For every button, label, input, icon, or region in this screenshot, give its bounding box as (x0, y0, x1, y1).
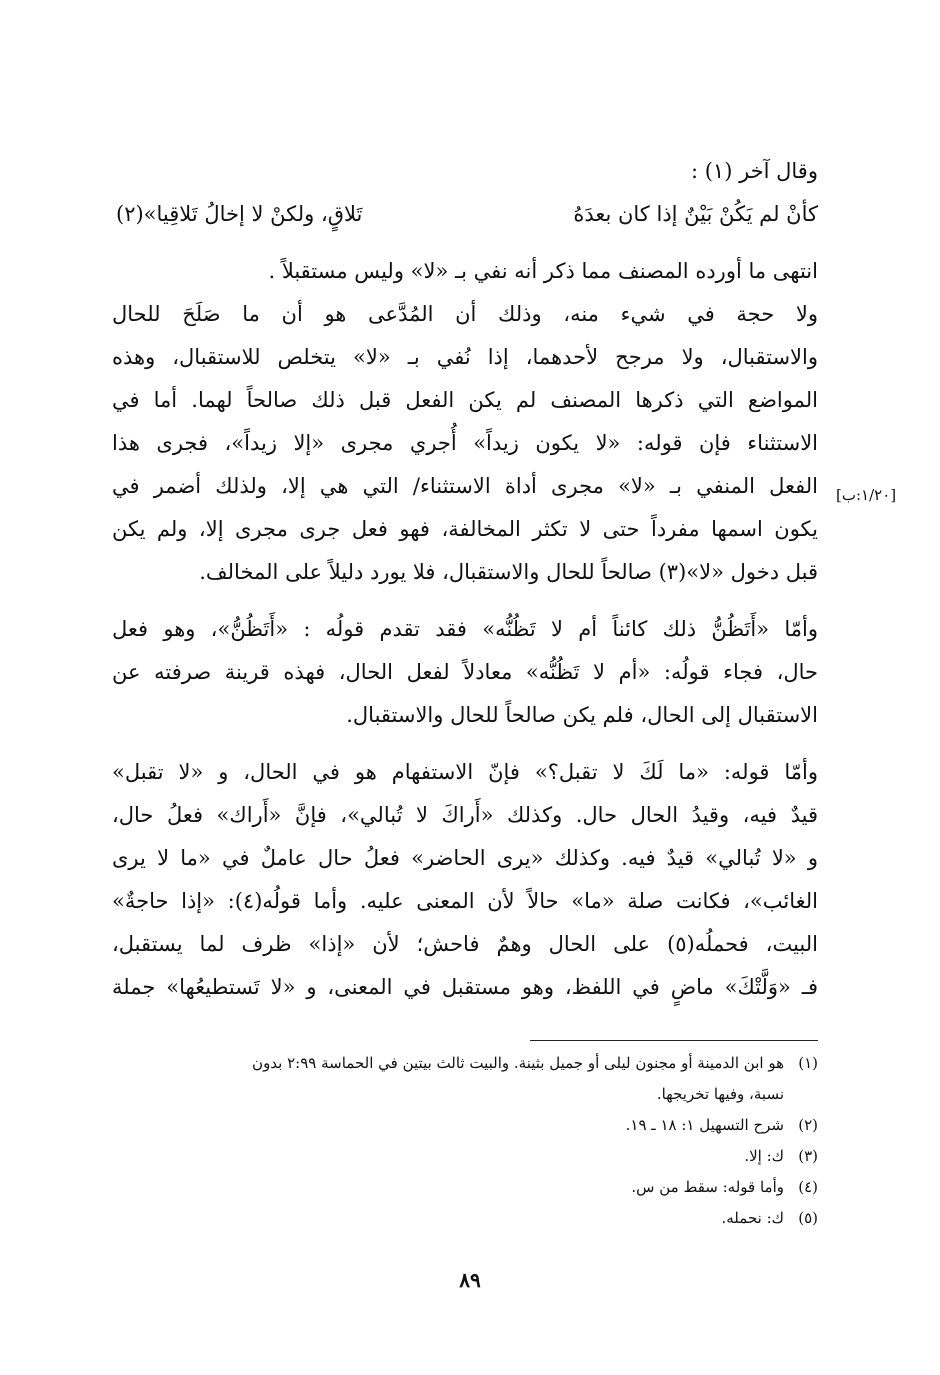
text-line: فـ «وَلَّتْكَ» ماضٍ في اللفظ، وهو مستقبل في المعنى، و «لا تَستطيعُها» جملة (112, 975, 818, 999)
paragraph-3 (112, 608, 818, 737)
footnote-text: شرح التسهيل ١: ١٨ ـ ١٩. (625, 1116, 784, 1134)
footnote-number: (٤) (798, 1178, 818, 1196)
text-line: والاستقبال، ولا مرجح لأحدهما، إذا نُفي بـ «لا» يتخلص للاستقبال، وهذه (112, 345, 818, 369)
paragraph-4 (112, 751, 818, 1009)
text-line: وأمّا قوله: «ما لَكَ لا تقبل؟» فإنّ الاستفهام هو في الحال، و «لا تقبل» (112, 760, 818, 784)
footnote-5 (112, 1203, 818, 1234)
footnote-1 (112, 1048, 818, 1079)
text-line: يكون اسمها مفرداً حتى لا تكثر المخالفة، فهو فعل جرى مجرى إلا، ولم يكن (112, 517, 818, 541)
text-line: البيت، فحملُه(٥) على الحال وهمٌ فاحش؛ لأن «إذا» ظرف لما يستقبل، (112, 932, 818, 956)
footnote-text: ك: نحمله. (721, 1209, 784, 1227)
footnote-2 (112, 1110, 818, 1141)
footnote-1-continuation: نسبة، وفيها تخريجها. (656, 1085, 784, 1103)
footnote-number: (٥) (798, 1209, 818, 1227)
footnote-number: (١) (798, 1054, 818, 1072)
main-text (112, 150, 818, 1009)
text-line: حال، فجاء قولُه: «أم لا تَظُنُّه» معادلاً لفعل الحال، فهذه قرينة صرفته عن (112, 660, 818, 684)
footnote-text: ك: إلا. (744, 1147, 784, 1165)
text-line: انتهى ما أورده المصنف مما ذكر أنه نفي بـ «لا» وليس مستقبلاً . (268, 259, 818, 283)
text-line: المواضع التي ذكرها المصنف لم يكن الفعل قبل ذلك صالحاً لهما. أما في (112, 388, 818, 412)
text-line: قبل دخول «لا»(٣) صالحاً للحال والاستقبال، فلا يورد دليلاً على المخالف. (199, 560, 818, 584)
footnote-number: (٣) (798, 1147, 818, 1165)
text-line: ولا حجة في شيء منه، وذلك أن المُدَّعى هو أن ما صَلَحَ للحال (112, 302, 818, 326)
text-line: وأمّا «أَتَظُنُّ ذلك كائناً أم لا تَظُنُّه» فقد تقدم قولُه : «أَتَظُنُّ»، وهو فعل (112, 617, 818, 641)
poem-hemistich-2: تَلاقٍ، ولكنْ لا إخالُ تَلاقِيا»(٢) (116, 202, 363, 226)
footnote-4 (112, 1172, 818, 1203)
footnote-text: هو ابن الدمينة أو مجنون ليلى أو جميل بثينة. والبيت ثالث بيتين في الحماسة ٢:٩٩ بدون (252, 1054, 784, 1072)
footnotes (112, 1048, 818, 1234)
footnote-number: (٢) (798, 1116, 818, 1134)
text-line: قيدٌ فيه، وقيدُ الحال حال. وكذلك «أَراكَ لا تُبالي»، فإنَّ «أَراك» فعلُ حال، (112, 803, 818, 827)
footnote-text: وأما قوله: سقط من س. (631, 1178, 784, 1196)
text-line: و «لا تُبالي» قيدٌ فيه. وكذلك «يرى الحاضر» فعلُ حال عاملٌ في «ما لا يرى (112, 846, 818, 870)
manuscript-folio-marker: [١/٢٠:ب] (836, 486, 897, 504)
text-line: الاستثناء فإن قوله: «لا يكون زيداً» أُجري مجرى «إلا زيداً»، فجرى هذا (112, 431, 818, 455)
footnote-3 (112, 1141, 818, 1172)
poem-verse (112, 193, 818, 236)
text-line: الاستقبال إلى الحال، فلم يكن صالحاً للحال والاستقبال. (346, 703, 818, 727)
footnote-divider (530, 1040, 818, 1041)
paragraph-2 (112, 293, 818, 594)
page-number: ٨٩ (459, 1268, 481, 1292)
poem-hemistich-1: كأنْ لم يَكُنْ بَيْنٌ إذا كان بعدَهُ (573, 202, 818, 226)
paragraph-1 (112, 250, 818, 293)
text-line: الغائب»، فكانت صلة «ما» حالاً لأن المعنى عليه. وأما قولُه(٤): «إذا حاجةٌ» (112, 889, 818, 913)
intro-line: وقال آخر (١) : (690, 159, 818, 183)
text-line: الفعل المنفي بـ «لا» مجرى أداة الاستثناء/ التي هي إلا، ولذلك أضمر في (112, 474, 818, 498)
